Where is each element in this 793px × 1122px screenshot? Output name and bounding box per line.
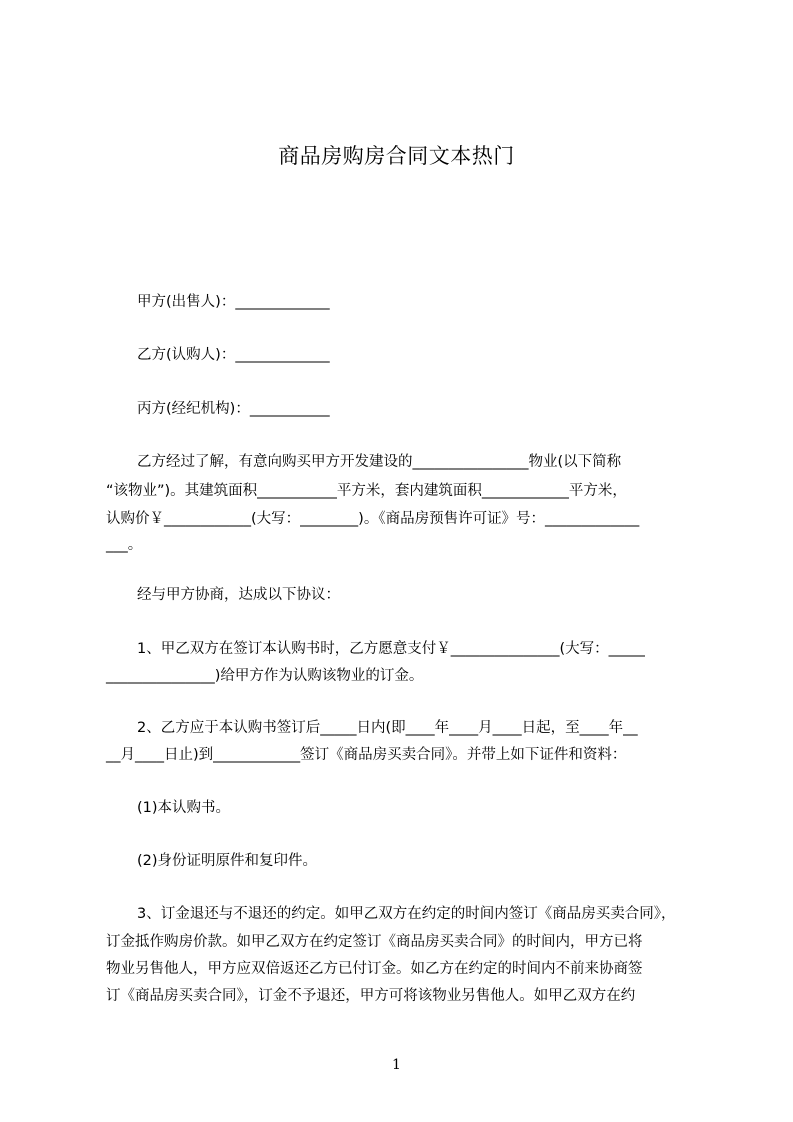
clause-3-line: 3、订金退还与不退还的约定。如甲乙双方在约定的时间内签订《商品房买卖合同》， [137,906,676,922]
clause-3-line: 物业另售他人，甲方应双倍返还乙方已付订金。如乙方在约定的时间内不前来协商签 [106,961,643,977]
clause-2-line: __月____日止)到____________签订《商品房买卖合同》。并带上如下证件和资料： [106,747,627,763]
document-title: 商品房购房合同文本热门 [278,144,515,168]
clause-1-line: 1、甲乙双方在签订本认购书时，乙方愿意支付￥_______________(大写：_____ [137,641,645,657]
paragraph-line: 经与甲方协商，达成以下协议： [137,587,340,603]
party-b-line: 乙方(认购人)：_____________ [137,347,330,363]
clause-3-line: 订《商品房买卖合同》，订金不予退还，甲方可将该物业另售他人。如甲乙双方在约 [106,988,636,1004]
clause-2-line: 2、乙方应于本认购书签订后_____日内(即____年____月____日起，至____年__ [137,720,638,736]
clause-1-line: _______________)给甲方作为认购该物业的订金。 [106,668,424,684]
paragraph-line: “该物业”)。其建筑面积___________平方米，套内建筑面积____________平方米， [106,483,627,499]
page-number: 1 [392,1057,401,1073]
paragraph-line: ___。 [106,537,143,553]
item-1-line: (1)本认购书。 [137,800,231,816]
clause-3-line: 订金抵作购房价款。如甲乙双方在约定签订《商品房买卖合同》的时间内，甲方已将 [106,934,643,950]
paragraph-line: 认购价￥____________(大写：________)。《商品房预售许可证》号：_____________ [106,511,640,527]
party-a-line: 甲方(出售人)：_____________ [137,294,330,310]
item-2-line: (2)身份证明原件和复印件。 [137,853,318,869]
paragraph-line: 乙方经过了解，有意向购买甲方开发建设的________________物业(以下简称 [137,454,622,470]
party-c-line: 丙方(经纪机构)：___________ [137,401,330,417]
